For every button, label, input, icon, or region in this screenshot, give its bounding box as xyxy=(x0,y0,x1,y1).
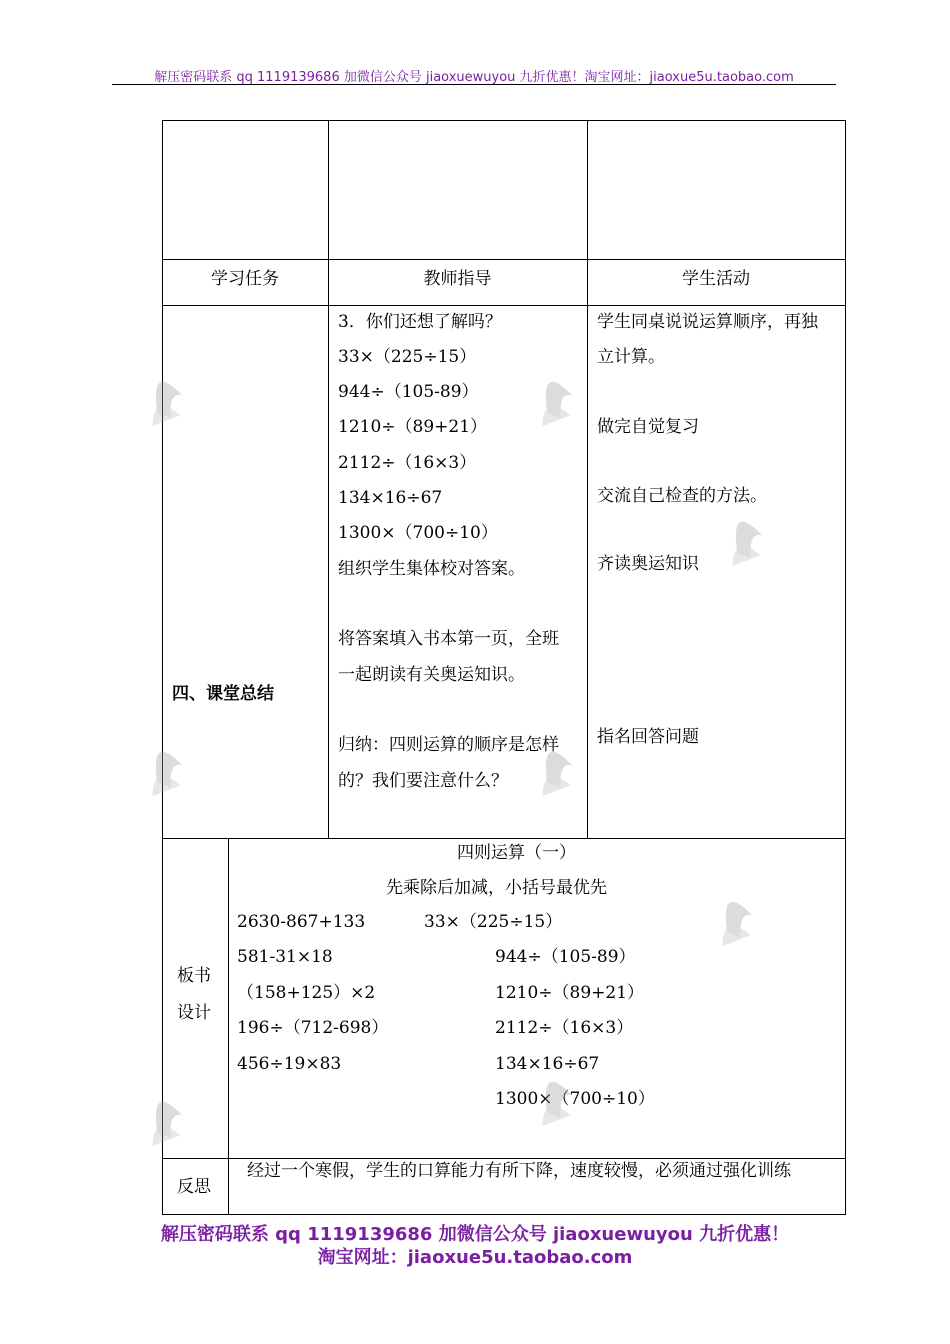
board-right-expr: 33×（225÷15） xyxy=(424,912,563,932)
board-label-line1: 板书 xyxy=(177,966,211,986)
table-rule xyxy=(162,259,846,260)
footer-line2: 淘宝网址：jiaoxue5u.taobao.com xyxy=(317,1247,633,1268)
watermark-logo xyxy=(690,470,880,580)
teacher-line: 将答案填入书本第一页，全班 xyxy=(338,629,559,649)
student-line: 指名回答问题 xyxy=(597,727,699,747)
watermark-logo xyxy=(110,330,300,440)
board-label-line2: 设计 xyxy=(177,1003,211,1023)
column-header-task: 学习任务 xyxy=(211,269,279,289)
watermark-logo xyxy=(110,700,300,810)
footer-line1: 解压密码联系 qq 1119139686 加微信公众号 jiaoxuewuyou 九折优惠！ xyxy=(160,1224,790,1245)
student-line: 做完自觉复习 xyxy=(597,417,699,437)
teacher-line: 944÷（105-89） xyxy=(338,382,479,402)
column-header-teacher: 教师指导 xyxy=(423,269,492,289)
watermark-logo xyxy=(500,1030,690,1140)
teacher-line: 3．你们还想了解吗？ xyxy=(338,312,502,332)
board-left-expr: 456÷19×83 xyxy=(237,1054,342,1074)
student-line: 学生同桌说说运算顺序，再独 xyxy=(597,312,818,332)
table-rule xyxy=(162,838,846,839)
table-border-right xyxy=(845,120,846,1215)
teacher-line: 组织学生集体校对答案。 xyxy=(338,559,525,579)
table-rule xyxy=(328,120,329,839)
board-title: 四则运算（一） xyxy=(457,843,576,863)
teacher-line: 一起朗读有关奥运知识。 xyxy=(338,665,525,685)
section-label: 四、课堂总结 xyxy=(172,684,274,704)
board-rule: 先乘除后加减，小括号最优先 xyxy=(386,878,607,898)
watermark-logo xyxy=(500,330,690,440)
teacher-line: 33×（225÷15） xyxy=(338,347,477,367)
student-line: 齐读奥运知识 xyxy=(597,554,699,574)
page-header-text: 解压密码联系 qq 1119139686 加微信公众号 jiaoxuewuyou 九折优惠！淘宝网址：jiaoxue5u.taobao.com xyxy=(154,70,794,85)
board-right-expr: 1210÷（89+21） xyxy=(495,983,645,1003)
watermark-logo xyxy=(110,1050,300,1160)
board-left-expr: 196÷（712-698） xyxy=(237,1018,389,1038)
watermark-logo xyxy=(680,850,870,960)
table-border-bottom xyxy=(162,1214,846,1215)
student-line: 立计算。 xyxy=(597,347,665,367)
reflection-text: 经过一个寒假，学生的口算能力有所下降，速度较慢，必须通过强化训练 xyxy=(247,1161,791,1181)
board-right-expr: 2112÷（16×3） xyxy=(495,1018,634,1038)
reflection-label: 反思 xyxy=(177,1177,211,1197)
table-border-top xyxy=(162,120,846,121)
teacher-line: 134×16÷67 xyxy=(338,488,443,508)
board-right-expr: 944÷（105-89） xyxy=(495,947,636,967)
board-left-expr: 2630-867+133 xyxy=(237,912,366,932)
board-left-expr: （158+125）×2 xyxy=(237,983,376,1003)
teacher-line: 归纳：四则运算的顺序是怎样 xyxy=(338,735,559,755)
teacher-line: 1210÷（89+21） xyxy=(338,417,488,437)
board-right-expr: 1300×（700÷10） xyxy=(495,1089,655,1109)
teacher-line: 的？我们要注意什么？ xyxy=(338,771,508,791)
teacher-line: 1300×（700÷10） xyxy=(338,523,498,543)
board-left-expr: 581-31×18 xyxy=(237,947,333,967)
table-rule xyxy=(162,305,846,306)
teacher-line: 2112÷（16×3） xyxy=(338,453,477,473)
watermark-logo xyxy=(500,700,690,810)
column-header-student: 学生活动 xyxy=(682,269,750,289)
board-right-expr: 134×16÷67 xyxy=(495,1054,600,1074)
student-line: 交流自己检查的方法。 xyxy=(597,486,767,506)
header-rule xyxy=(112,84,836,85)
